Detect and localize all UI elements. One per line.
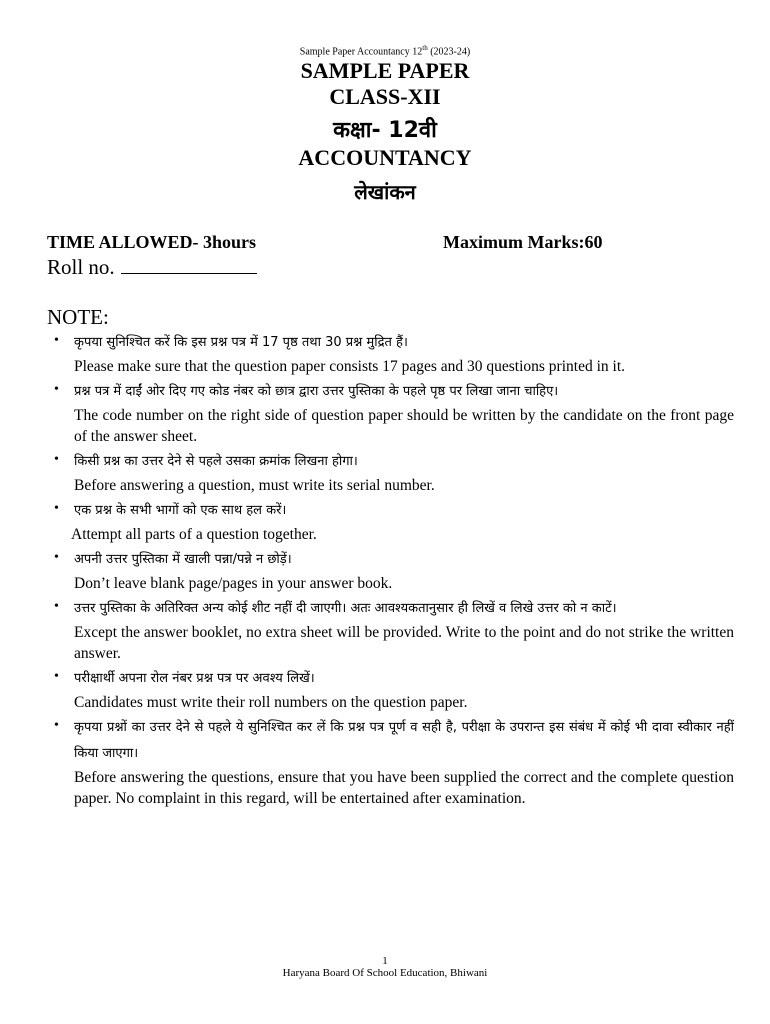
note-hindi: कृपया सुनिश्चित करें कि इस प्रश्न पत्र में 17 पृष्ठ तथा 30 प्रश्न मुद्रित हैं। <box>74 335 408 350</box>
note-hindi: किसी प्रश्न का उत्तर देने से पहले उसका क्रमांक लिखना होगा। <box>74 454 358 469</box>
title-class: CLASS-XII <box>329 84 441 109</box>
note-english: The code number on the right side of question paper should be written by the candidate on the front page of the answer sheet. <box>74 407 734 445</box>
roll-number-label: Roll no. <box>47 255 115 279</box>
running-header-sup: th <box>422 44 428 52</box>
maximum-marks: Maximum Marks:60 <box>443 232 603 252</box>
title-sample-paper: SAMPLE PAPER <box>300 58 470 83</box>
note-list <box>52 330 734 811</box>
roll-number-blank <box>121 255 257 274</box>
bullet-icon: • <box>54 333 59 348</box>
title-subject: ACCOUNTANCY <box>298 145 472 170</box>
bullet-icon: • <box>54 718 59 733</box>
title-class-hindi: कक्षा- 12वी <box>333 118 437 143</box>
time-allowed: TIME ALLOWED- 3hours <box>47 232 257 252</box>
bullet-icon: • <box>54 669 59 684</box>
note-item <box>52 715 734 809</box>
note-heading: NOTE: <box>47 305 109 329</box>
note-item <box>52 449 734 496</box>
note-item <box>52 596 734 664</box>
bullet-icon: • <box>54 550 59 565</box>
roll-number-field <box>47 255 257 280</box>
note-english: Please make sure that the question paper consists 17 pages and 30 questions printed in it. <box>74 358 625 375</box>
note-hindi: कृपया प्रश्नों का उत्तर देने से पहले ये सुनिश्चित कर लें कि प्रश्न पत्र पूर्ण व सही है, परीक्षा के उपरान्त इस संबंध में कोई भी दावा स्वीकार नहीं किया जाएगा। <box>74 720 734 761</box>
note-item <box>52 330 734 377</box>
note-hindi: प्रश्न पत्र में दाईं ओर दिए गए कोड नंबर को छात्र द्वारा उत्तर पुस्तिका के पहले पृष्ठ पर लिखा जाना चाहिए। <box>74 384 559 399</box>
note-hindi: उत्तर पुस्तिका के अतिरिक्त अन्य कोई शीट नहीं दी जाएगी। अतः आवश्यकतानुसार ही लिखें व लिखे उत्तर को न काटें। <box>74 601 617 616</box>
note-english: Except the answer booklet, no extra sheet will be provided. Write to the point and do not strike the written answer. <box>74 624 734 662</box>
note-english: Before answering the questions, ensure that you have been supplied the correct and the complete question paper. No complaint in this regard, will be entertained after examination. <box>74 769 734 807</box>
bullet-icon: • <box>54 382 59 397</box>
note-item <box>52 666 734 713</box>
note-english: Candidates must write their roll numbers on the question paper. <box>74 694 468 711</box>
note-hindi: अपनी उत्तर पुस्तिका में खाली पन्ना/पन्ने न छोड़ें। <box>74 552 292 567</box>
bullet-icon: • <box>54 452 59 467</box>
note-item <box>52 498 734 545</box>
running-header-prefix: Sample Paper Accountancy 12 <box>299 46 423 58</box>
note-hindi: परीक्षार्थी अपना रोल नंबर प्रश्न पत्र पर अवश्य लिखें। <box>74 671 315 686</box>
bullet-icon: • <box>54 501 59 516</box>
note-hindi: एक प्रश्न के सभी भागों को एक साथ हल करें। <box>74 503 287 518</box>
running-header-suffix: (2023-24) <box>427 46 471 58</box>
note-english: Attempt all parts of a question together. <box>71 526 317 543</box>
note-english: Don’t leave blank page/pages in your answer book. <box>74 575 393 592</box>
note-item <box>52 547 734 594</box>
running-header <box>0 44 770 57</box>
footer-organization: Haryana Board Of School Education, Bhiwani <box>282 967 488 979</box>
note-english: Before answering a question, must write its serial number. <box>74 477 435 494</box>
note-item <box>52 379 734 447</box>
page-number: 1 <box>382 955 388 967</box>
bullet-icon: • <box>54 599 59 614</box>
title-subject-hindi: लेखांकन <box>354 180 416 204</box>
